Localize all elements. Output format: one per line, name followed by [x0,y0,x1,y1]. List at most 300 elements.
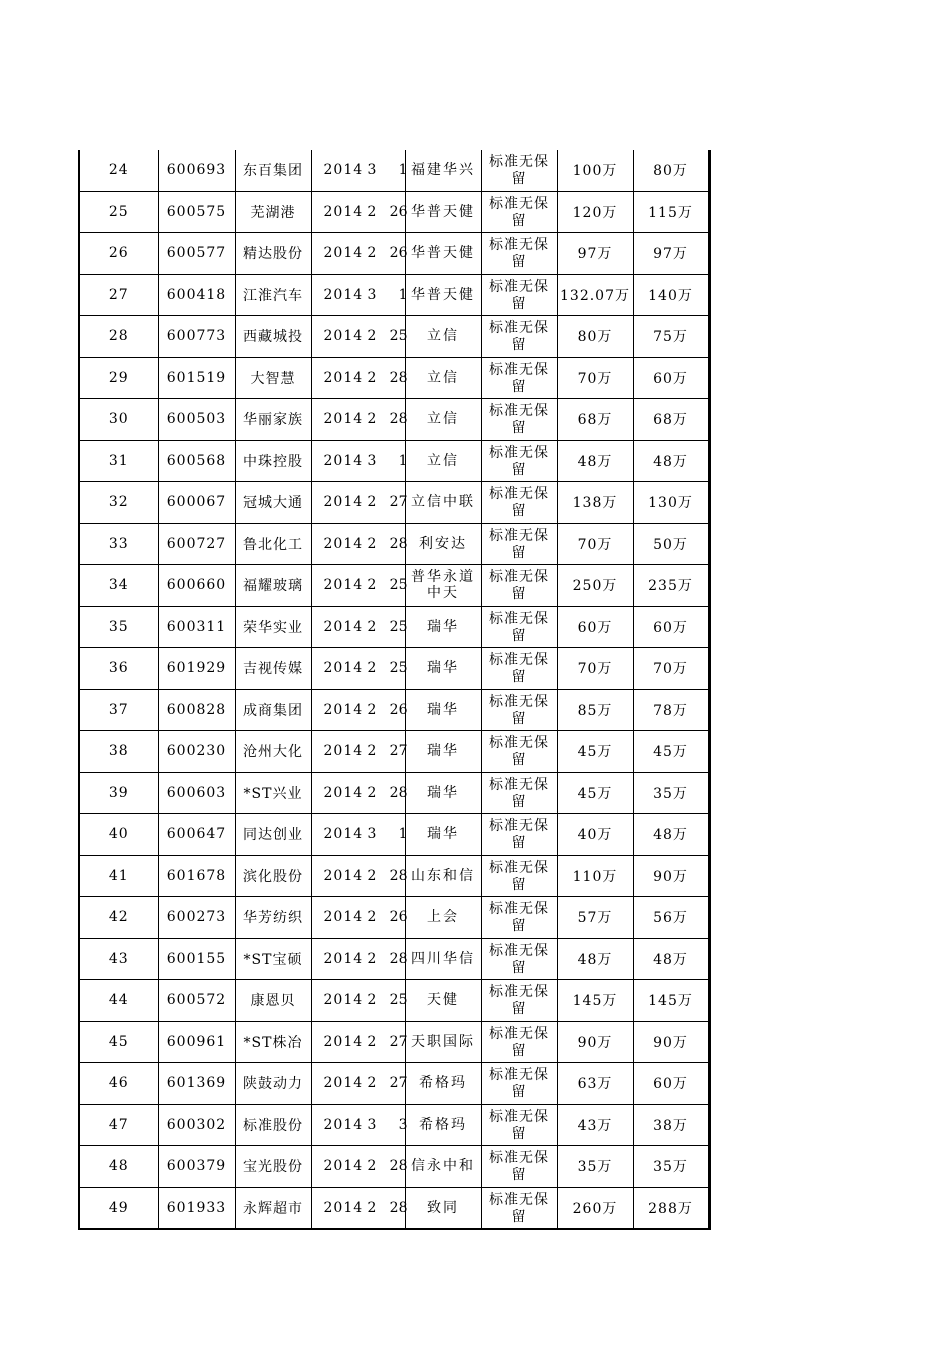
audit-opinion-line2: 留 [511,1084,527,1101]
audit-firm: 瑞华 [405,772,481,814]
audit-opinion-line1: 标准无保 [489,320,549,337]
report-year: 2014 [323,245,364,262]
audit-fee-current: 68万 [557,399,633,441]
audit-opinion [481,648,557,690]
row-number: 49 [79,1187,158,1229]
company-name: 中珠控股 [235,440,311,482]
stock-code: 600572 [158,980,235,1022]
report-day: 25 [389,577,408,594]
audit-fee-previous: 60万 [633,606,709,648]
report-year: 2014 [323,701,364,718]
audit-firm: 普华永道中天 [405,565,481,607]
audit-firm: 立信 [405,440,481,482]
stock-code: 600418 [158,274,235,316]
company-name: 宝光股份 [235,1146,311,1188]
row-number: 24 [79,150,158,191]
report-day: 26 [389,203,408,220]
report-day: 28 [389,867,408,884]
table-row [79,1104,709,1146]
audit-opinion-line1: 标准无保 [489,652,549,669]
audit-fee-previous: 35万 [633,1146,709,1188]
audit-opinion-line1: 标准无保 [489,195,549,212]
table-row [79,1146,709,1188]
report-year: 2014 [323,1033,364,1050]
report-month: 2 [367,577,378,594]
report-year: 2014 [323,452,364,469]
audit-fee-previous: 48万 [633,938,709,980]
audit-fee-current: 145万 [557,980,633,1022]
audit-firm: 立信 [405,399,481,441]
audit-firm: 瑞华 [405,648,481,690]
report-day: 26 [389,701,408,718]
report-month: 2 [367,328,378,345]
audit-opinion-line1: 标准无保 [489,154,549,171]
audit-opinion-line2: 留 [511,544,527,561]
stock-code: 601369 [158,1063,235,1105]
audit-opinion-line1: 标准无保 [489,361,549,378]
stock-code: 600727 [158,523,235,565]
table-row [79,606,709,648]
report-date [311,897,408,939]
report-date [311,399,408,441]
report-month: 2 [367,1033,378,1050]
company-name: 芜湖港 [235,191,311,233]
company-name: 沧州大化 [235,731,311,773]
report-month: 3 [367,452,378,469]
company-name: 西藏城投 [235,316,311,358]
report-day: 25 [389,328,408,345]
audit-opinion-line1: 标准无保 [489,1108,549,1125]
audit-firm: 立信 [405,357,481,399]
audit-fee-current: 138万 [557,482,633,524]
audit-opinion [481,897,557,939]
report-year: 2014 [323,950,364,967]
company-name: 精达股份 [235,233,311,275]
row-number: 36 [79,648,158,690]
report-day: 28 [389,1199,408,1216]
audit-opinion-line2: 留 [511,669,527,686]
audit-opinion-line2: 留 [511,752,527,769]
stock-code: 600577 [158,233,235,275]
audit-firm: 天健 [405,980,481,1022]
audit-fee-previous: 235万 [633,565,709,607]
report-day: 28 [389,950,408,967]
stock-code: 600575 [158,191,235,233]
company-name: *ST株冶 [235,1021,311,1063]
report-date [311,1104,408,1146]
audit-opinion-line2: 留 [511,378,527,395]
company-name: 陕鼓动力 [235,1063,311,1105]
stock-code: 600302 [158,1104,235,1146]
row-number: 46 [79,1063,158,1105]
company-name: 华丽家族 [235,399,311,441]
report-date [311,482,408,524]
report-month: 2 [367,203,378,220]
stock-code: 600660 [158,565,235,607]
audit-fee-previous: 80万 [633,150,709,191]
audit-fee-previous: 75万 [633,316,709,358]
audit-opinion-line2: 留 [511,918,527,935]
audit-opinion-line1: 标准无保 [489,1150,549,1167]
stock-code: 600273 [158,897,235,939]
table-row [79,399,709,441]
audit-opinion [481,523,557,565]
table-row [79,648,709,690]
report-day: 27 [389,743,408,760]
audit-opinion-line2: 留 [511,959,527,976]
audit-opinion [481,482,557,524]
audit-opinion [481,731,557,773]
report-date [311,357,408,399]
audit-opinion-line2: 留 [511,1208,527,1225]
company-name: 滨化股份 [235,855,311,897]
row-number: 39 [79,772,158,814]
report-date [311,1063,408,1105]
report-month: 2 [367,411,378,428]
audit-fee-previous: 70万 [633,648,709,690]
report-date [311,191,408,233]
audit-opinion-line2: 留 [511,876,527,893]
table-row [79,565,709,607]
row-number: 38 [79,731,158,773]
report-date [311,1146,408,1188]
report-month: 2 [367,992,378,1009]
audit-opinion [481,316,557,358]
report-month: 2 [367,909,378,926]
audit-opinion-line2: 留 [511,337,527,354]
report-year: 2014 [323,203,364,220]
audit-firm: 信永中和 [405,1146,481,1188]
audit-opinion [481,980,557,1022]
report-day: 25 [389,660,408,677]
report-month: 3 [367,826,378,843]
table-row [79,1021,709,1063]
audit-fee-previous: 97万 [633,233,709,275]
report-month: 2 [367,1199,378,1216]
table-row [79,772,709,814]
audit-fee-previous: 145万 [633,980,709,1022]
report-date [311,274,408,316]
audit-fee-current: 48万 [557,938,633,980]
audit-fee-previous: 38万 [633,1104,709,1146]
report-month: 2 [367,1158,378,1175]
audit-firm: 立信 [405,316,481,358]
report-year: 2014 [323,286,364,303]
stock-code: 600155 [158,938,235,980]
report-date [311,1187,408,1229]
report-date [311,1021,408,1063]
row-number: 41 [79,855,158,897]
report-day: 28 [389,535,408,552]
audit-opinion [481,606,557,648]
company-name: *ST宝硕 [235,938,311,980]
audit-fee-previous: 56万 [633,897,709,939]
report-year: 2014 [323,660,364,677]
report-year: 2014 [323,1116,364,1133]
table-row [79,1187,709,1229]
audit-opinion-line2: 留 [511,793,527,810]
audit-opinion-line1: 标准无保 [489,942,549,959]
row-number: 40 [79,814,158,856]
audit-opinion-line2: 留 [511,171,527,188]
audit-fee-current: 97万 [557,233,633,275]
audit-opinion-line1: 标准无保 [489,984,549,1001]
table-row [79,814,709,856]
audit-opinion-line2: 留 [511,254,527,271]
report-year: 2014 [323,535,364,552]
row-number: 31 [79,440,158,482]
stock-code: 601929 [158,648,235,690]
report-day: 3 [398,1116,408,1133]
row-number: 45 [79,1021,158,1063]
report-day: 25 [389,618,408,635]
report-month: 2 [367,369,378,386]
audit-opinion-line1: 标准无保 [489,278,549,295]
audit-fee-current: 45万 [557,772,633,814]
company-name: 标准股份 [235,1104,311,1146]
audit-opinion [481,274,557,316]
report-year: 2014 [323,328,364,345]
audit-opinion-line1: 标准无保 [489,569,549,586]
row-number: 29 [79,357,158,399]
company-name: 大智慧 [235,357,311,399]
report-year: 2014 [323,369,364,386]
report-day: 28 [389,1158,408,1175]
table-row [79,233,709,275]
audit-opinion [481,1063,557,1105]
audit-opinion-line1: 标准无保 [489,527,549,544]
audit-fee-previous: 50万 [633,523,709,565]
audit-fee-previous: 68万 [633,399,709,441]
row-number: 42 [79,897,158,939]
row-number: 28 [79,316,158,358]
audit-fee-previous: 288万 [633,1187,709,1229]
company-name: 冠城大通 [235,482,311,524]
audit-opinion [481,772,557,814]
report-year: 2014 [323,494,364,511]
report-month: 2 [367,743,378,760]
audit-opinion-line2: 留 [511,835,527,852]
stock-code: 600568 [158,440,235,482]
report-day: 1 [398,162,408,179]
report-date [311,316,408,358]
report-month: 2 [367,784,378,801]
audit-fee-previous: 60万 [633,1063,709,1105]
report-month: 2 [367,701,378,718]
audit-opinion-line1: 标准无保 [489,403,549,420]
audit-firm: 瑞华 [405,606,481,648]
report-date [311,150,408,191]
audit-fee-previous: 90万 [633,855,709,897]
audit-fee-table [78,150,711,1230]
table-row [79,316,709,358]
row-number: 37 [79,689,158,731]
audit-opinion-line1: 标准无保 [489,859,549,876]
row-number: 48 [79,1146,158,1188]
table-row [79,440,709,482]
audit-firm: 山东和信 [405,855,481,897]
stock-code: 600230 [158,731,235,773]
row-number: 30 [79,399,158,441]
audit-fee-current: 40万 [557,814,633,856]
report-year: 2014 [323,992,364,1009]
report-month: 3 [367,1116,378,1133]
table-row [79,482,709,524]
report-year: 2014 [323,867,364,884]
audit-fee-previous: 115万 [633,191,709,233]
report-month: 2 [367,660,378,677]
audit-opinion-line2: 留 [511,710,527,727]
audit-fee-current: 70万 [557,357,633,399]
audit-opinion [481,233,557,275]
report-year: 2014 [323,618,364,635]
audit-opinion-line1: 标准无保 [489,693,549,710]
report-year: 2014 [323,1075,364,1092]
report-year: 2014 [323,909,364,926]
report-date [311,772,408,814]
report-month: 3 [367,286,378,303]
audit-opinion [481,1187,557,1229]
report-day: 1 [398,826,408,843]
report-month: 2 [367,1075,378,1092]
company-name: 东百集团 [235,150,311,191]
table-row [79,191,709,233]
audit-opinion-line1: 标准无保 [489,610,549,627]
row-number: 27 [79,274,158,316]
audit-fee-current: 63万 [557,1063,633,1105]
audit-fee-current: 80万 [557,316,633,358]
audit-fee-current: 70万 [557,523,633,565]
audit-opinion-line1: 标准无保 [489,237,549,254]
audit-firm: 天职国际 [405,1021,481,1063]
company-name: 康恩贝 [235,980,311,1022]
audit-opinion-line2: 留 [511,212,527,229]
audit-opinion [481,150,557,191]
stock-code: 600603 [158,772,235,814]
report-date [311,855,408,897]
table-row [79,689,709,731]
report-month: 2 [367,245,378,262]
audit-opinion-line2: 留 [511,627,527,644]
company-name: 华芳纺织 [235,897,311,939]
audit-opinion-line2: 留 [511,586,527,603]
audit-fee-current: 70万 [557,648,633,690]
audit-fee-current: 250万 [557,565,633,607]
audit-fee-current: 43万 [557,1104,633,1146]
company-name: 同达创业 [235,814,311,856]
audit-fee-current: 57万 [557,897,633,939]
company-name: 江淮汽车 [235,274,311,316]
report-date [311,523,408,565]
audit-opinion-line2: 留 [511,1001,527,1018]
report-day: 1 [398,286,408,303]
table-row [79,274,709,316]
stock-code: 601933 [158,1187,235,1229]
audit-fee-current: 90万 [557,1021,633,1063]
audit-opinion-line1: 标准无保 [489,1025,549,1042]
audit-firm: 福建华兴 [405,150,481,191]
report-month: 2 [367,950,378,967]
company-name: 荣华实业 [235,606,311,648]
row-number: 32 [79,482,158,524]
stock-code: 600828 [158,689,235,731]
row-number: 35 [79,606,158,648]
report-day: 27 [389,1075,408,1092]
table-row [79,1063,709,1105]
audit-firm: 华普天健 [405,191,481,233]
audit-fee-previous: 90万 [633,1021,709,1063]
audit-opinion [481,357,557,399]
report-day: 27 [389,494,408,511]
audit-fee-previous: 48万 [633,814,709,856]
row-number: 25 [79,191,158,233]
table-row [79,731,709,773]
row-number: 34 [79,565,158,607]
audit-firm: 希格玛 [405,1063,481,1105]
audit-opinion [481,565,557,607]
report-date [311,565,408,607]
report-date [311,814,408,856]
audit-opinion [481,855,557,897]
audit-opinion-line2: 留 [511,1167,527,1184]
report-year: 2014 [323,1199,364,1216]
stock-code: 600961 [158,1021,235,1063]
report-year: 2014 [323,162,364,179]
company-name: 福耀玻璃 [235,565,311,607]
report-day: 1 [398,452,408,469]
audit-opinion [481,938,557,980]
audit-fee-current: 120万 [557,191,633,233]
report-month: 2 [367,867,378,884]
report-date [311,233,408,275]
report-date [311,731,408,773]
stock-code: 601678 [158,855,235,897]
audit-firm: 上会 [405,897,481,939]
report-date [311,980,408,1022]
audit-fee-previous: 78万 [633,689,709,731]
audit-fee-current: 35万 [557,1146,633,1188]
audit-fee-previous: 130万 [633,482,709,524]
audit-firm: 致同 [405,1187,481,1229]
report-date [311,648,408,690]
row-number: 43 [79,938,158,980]
audit-firm: 瑞华 [405,689,481,731]
table-row [79,897,709,939]
audit-firm: 四川华信 [405,938,481,980]
audit-opinion-line1: 标准无保 [489,486,549,503]
audit-fee-current: 45万 [557,731,633,773]
audit-opinion [481,1021,557,1063]
audit-fee-previous: 45万 [633,731,709,773]
row-number: 33 [79,523,158,565]
report-day: 28 [389,369,408,386]
audit-opinion [481,440,557,482]
report-date [311,606,408,648]
audit-opinion-line1: 标准无保 [489,818,549,835]
report-day: 28 [389,411,408,428]
audit-firm: 华普天健 [405,274,481,316]
table-row [79,938,709,980]
report-day: 26 [389,245,408,262]
audit-firm: 瑞华 [405,731,481,773]
row-number: 26 [79,233,158,275]
table-row [79,523,709,565]
table-row [79,980,709,1022]
audit-opinion-line2: 留 [511,295,527,312]
audit-opinion-line1: 标准无保 [489,735,549,752]
report-date [311,938,408,980]
company-name: 吉视传媒 [235,648,311,690]
